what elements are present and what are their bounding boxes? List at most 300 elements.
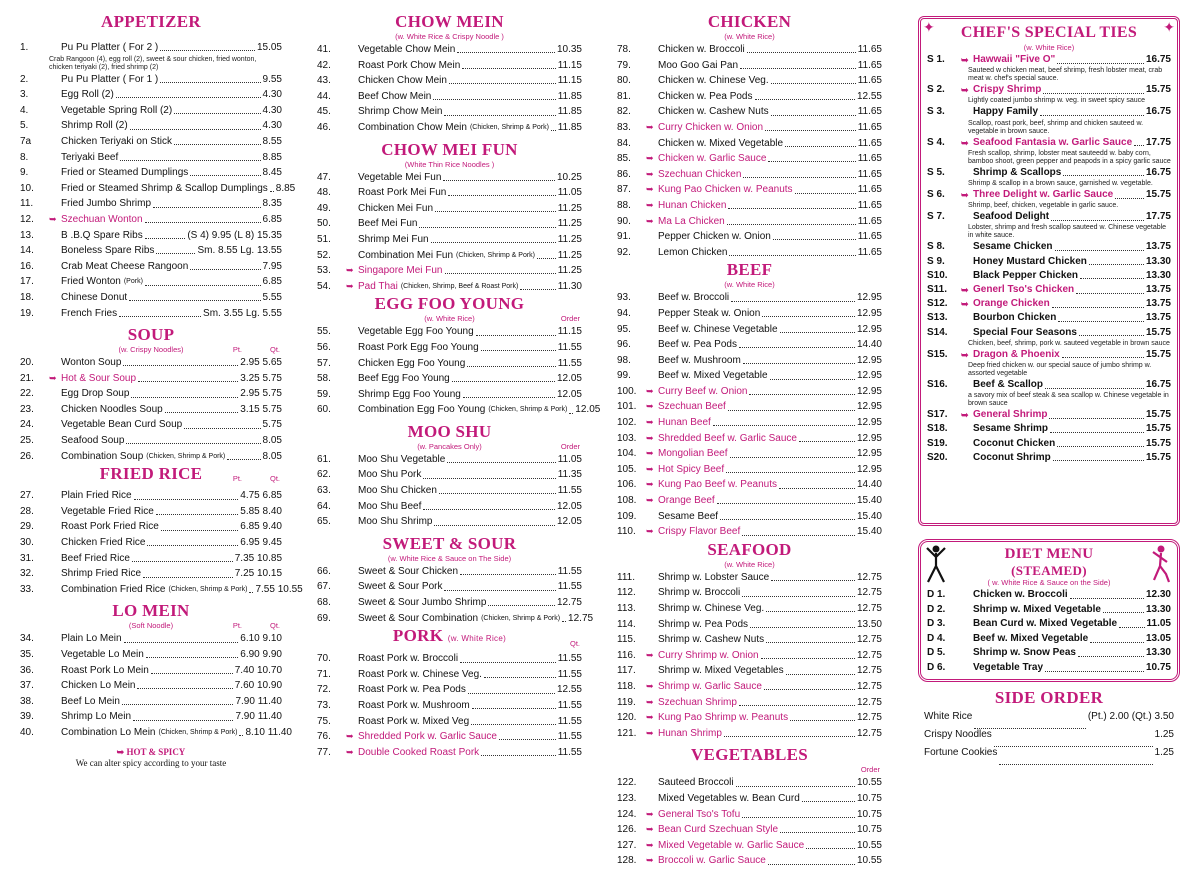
item-price: 15.05 (256, 42, 282, 53)
menu-item (20, 371, 282, 387)
pork-header (317, 626, 582, 649)
item-price: 7.95 (262, 260, 282, 272)
item-name: Combination Egg Foo Young (358, 404, 486, 416)
pork-list (317, 651, 582, 760)
item-name: Crispy Flavor Beef (658, 526, 741, 538)
item-price: (S 4) 9.95 (L 8) 15.35 (187, 229, 282, 241)
dot-leader (1045, 671, 1144, 672)
item-number: 96. (617, 339, 631, 351)
dot-leader (460, 662, 556, 663)
item-number: 13. (20, 229, 34, 241)
chili-pepper-icon: ➥ (346, 280, 354, 291)
special-item (927, 326, 1171, 340)
vegetables-title: VEGETABLES (690, 745, 808, 765)
dot-leader (116, 97, 261, 98)
item-number: 114. (617, 618, 636, 630)
chili-pepper-icon: ➥ (49, 372, 57, 383)
menu-item (617, 167, 882, 183)
chili-pepper-icon: ➥ (646, 495, 654, 506)
item-name: Curry Beef w. Onion (658, 385, 748, 397)
item-name: Chicken w. Mixed Vegetable (658, 137, 784, 149)
diet-menu-box (918, 539, 1180, 682)
chili-pepper-icon: ➥ (961, 85, 969, 96)
dot-leader (771, 115, 856, 116)
item-code: D 1. (927, 589, 946, 600)
item-name: Shrimp w. Mixed Vegetable (973, 603, 1101, 615)
item-number: 112. (617, 587, 636, 599)
item-number: 79. (617, 59, 631, 71)
dot-leader (239, 735, 243, 736)
item-price: 11.55 (557, 485, 582, 497)
item-price: 2.95 5.75 (240, 388, 282, 400)
menu-item (617, 462, 882, 478)
item-detail: (Chicken, Shrimp & Pork) (488, 406, 568, 414)
item-price: 17.75 (1145, 136, 1171, 148)
special-item (927, 105, 1171, 119)
dot-leader (160, 82, 260, 83)
item-code: S15. (927, 348, 948, 360)
item-price: 10.55 (856, 839, 882, 851)
item-price: 16.75 (1145, 379, 1171, 391)
item-price: 7.55 10.55 (255, 583, 303, 595)
item-price: 1.25 (1154, 747, 1174, 758)
menu-item (617, 648, 882, 664)
menu-item (617, 695, 882, 711)
item-number: 4. (20, 104, 29, 116)
menu-item (617, 493, 882, 509)
chili-pepper-icon: ➥ (646, 463, 654, 474)
item-name: Pu Pu Platter ( For 1 ) (61, 73, 159, 85)
dot-leader (728, 410, 855, 411)
dot-leader (749, 394, 854, 395)
item-price: 11.55 (557, 746, 582, 758)
dot-leader (126, 443, 260, 444)
menu-item (617, 104, 882, 120)
item-number: 126. (617, 824, 637, 836)
dot-leader (431, 242, 556, 243)
item-name: Egg Drop Soup (61, 388, 130, 400)
menu-item (20, 40, 282, 56)
item-name: Singapore Mei Fun (358, 265, 443, 277)
side-item (924, 744, 1174, 762)
special-item (927, 422, 1171, 436)
dot-leader (124, 642, 239, 643)
item-name: Szechuan Chicken (658, 168, 742, 180)
dot-leader (174, 113, 260, 114)
item-number: 69. (317, 612, 331, 624)
menu-item (617, 415, 882, 431)
dot-leader (484, 677, 556, 678)
menu-item (617, 570, 882, 586)
pork-title-row (317, 626, 582, 649)
item-name: Sesame Chicken (973, 241, 1053, 253)
item-price: 13.75 (1145, 284, 1171, 296)
item-number: 52. (317, 249, 331, 261)
item-price: 10.75 (856, 808, 882, 820)
item-name: Broccoli w. Garlic Sauce (658, 855, 766, 867)
dot-leader (766, 611, 855, 612)
item-price: 11.15 (557, 75, 582, 87)
menu-item (617, 58, 882, 74)
item-price: 12.75 (856, 696, 882, 708)
item-description: a savory mix of beef steak & sea scallop w. Chinese vegetable in brown sauce (968, 392, 1169, 408)
chow-mein-list (317, 42, 582, 136)
item-name: Combination Fried Rice (61, 583, 166, 595)
item-price: 15.75 (1145, 326, 1171, 338)
item-number: 78. (617, 44, 631, 55)
chili-pepper-icon: ➥ (961, 410, 969, 421)
item-price: 16.75 (1145, 106, 1171, 118)
item-name: Vegetable Spring Roll (2) (61, 104, 173, 116)
dot-leader (270, 191, 274, 192)
dot-leader (443, 180, 555, 181)
item-name: Roast Pork w. Mixed Veg (358, 715, 470, 727)
chili-pepper-icon: ➥ (646, 448, 654, 459)
item-number: 95. (617, 323, 631, 335)
dot-leader (1058, 321, 1144, 322)
chili-pepper-icon: ➥ (346, 731, 354, 742)
menu-item (617, 306, 882, 322)
menu-item (20, 259, 282, 275)
item-number: 33. (20, 583, 34, 595)
menu-item (317, 340, 582, 356)
item-price: 13.05 (1145, 632, 1171, 644)
dot-leader (764, 689, 855, 690)
item-price: 13.30 (1145, 603, 1171, 615)
dot-leader (476, 335, 556, 336)
menu-item (20, 355, 282, 371)
item-price: 2.95 5.65 (240, 357, 282, 369)
beef-list (617, 290, 882, 540)
item-name: Bean Curd w. Mixed Vegetable (973, 618, 1118, 630)
item-price: 11.65 (857, 137, 882, 149)
menu-item (317, 682, 582, 698)
item-name: Roast Pork w. Pea Pods (358, 684, 466, 696)
menu-item (317, 120, 582, 136)
item-number: 59. (317, 388, 331, 400)
item-name: Chicken Noodles Soup (61, 403, 163, 415)
item-number: 39. (20, 711, 34, 723)
item-code: S11. (927, 284, 948, 296)
item-name: Orange Beef (658, 495, 715, 507)
item-name: Pepper Steak w. Onion (658, 307, 761, 319)
item-price: 8.10 11.40 (245, 726, 292, 738)
dot-leader (802, 801, 855, 802)
item-name: Generl Tso's Chicken (973, 284, 1075, 296)
item-price: 15.40 (856, 526, 882, 538)
item-code: S 9. (927, 255, 945, 267)
dot-leader (1055, 250, 1144, 251)
item-code: D 4. (927, 632, 946, 644)
item-price: (Pt.) 2.00 (Qt.) 3.50 (1087, 711, 1174, 722)
item-price: 11.65 (857, 168, 882, 180)
soup-col-qt: Qt. (269, 345, 280, 355)
item-price: 11.55 (557, 731, 582, 743)
menu-item (20, 631, 282, 647)
dot-leader (731, 301, 855, 302)
item-price: 4.30 (262, 89, 282, 101)
lo-mein-col-pt: Pt. (232, 621, 242, 631)
chow-mein-subtitle: (w. White Rice & Crispy Noodle ) (395, 32, 504, 41)
corner-ornament-icon: ✦ (1163, 19, 1175, 35)
item-number: 35. (20, 649, 34, 660)
item-price: 13.30 (1145, 647, 1171, 659)
diet-title-2: (STEAMED) (1011, 563, 1087, 578)
item-number: 29. (20, 521, 34, 533)
dot-leader (771, 580, 855, 581)
item-name: Sweet & Sour Pork (358, 581, 443, 593)
item-price: 10.25 (556, 171, 582, 183)
item-number: 37. (20, 680, 34, 692)
item-name: Sauteed Broccoli (658, 777, 734, 789)
item-number: 71. (317, 668, 331, 680)
chili-pepper-icon: ➥ (646, 824, 654, 835)
item-price: 11.85 (557, 121, 582, 133)
dot-leader (433, 99, 555, 100)
item-name: Hot & Sour Soup (61, 372, 137, 384)
item-price: 15.75 (1145, 348, 1171, 360)
menu-item (617, 726, 882, 742)
menu-item (617, 182, 882, 198)
item-price: 8.05 (262, 435, 282, 447)
item-number: 11. (20, 198, 34, 210)
item-price: 11.65 (857, 106, 882, 118)
dot-leader (1134, 145, 1144, 146)
item-price: 12.95 (856, 463, 882, 475)
dot-leader (439, 493, 556, 494)
item-price: 12.95 (856, 323, 882, 335)
item-code: S13. (927, 312, 948, 324)
item-name: Roast Pork Mei Fun (358, 187, 447, 199)
item-price: 7.35 10.85 (234, 552, 282, 564)
dot-leader (472, 708, 556, 709)
item-name: Beef Fried Rice (61, 552, 130, 564)
menu-item (617, 42, 882, 58)
dot-leader (761, 658, 855, 659)
item-code: S 8. (927, 241, 945, 253)
chili-pepper-icon: ➥ (646, 526, 654, 537)
item-price: 12.95 (856, 354, 882, 366)
chili-pepper-icon: ➥ (646, 121, 654, 132)
item-number: 5. (20, 120, 29, 132)
dot-leader (161, 530, 238, 531)
item-number: 106. (617, 479, 637, 491)
item-price: 15.40 (856, 510, 882, 522)
item-number: 66. (317, 565, 331, 577)
dot-leader (119, 316, 201, 317)
item-number: 101. (617, 401, 637, 413)
dot-leader (156, 253, 195, 254)
beef-title: BEEF (726, 260, 773, 280)
item-number: 12. (20, 213, 34, 225)
dot-leader (742, 596, 855, 597)
item-number: 38. (20, 695, 34, 707)
item-name: Beef & Scallop (973, 379, 1044, 391)
item-number: 58. (317, 373, 331, 385)
item-price: 12.75 (856, 603, 882, 614)
chili-icon: ➥ (116, 746, 125, 757)
item-number: 41. (317, 44, 331, 55)
item-name: Double Cooked Roast Pork (358, 746, 480, 758)
dot-leader (463, 397, 555, 398)
hot-spicy-label: HOT & SPICY (126, 746, 186, 757)
item-number: 21. (20, 372, 34, 384)
item-detail: (Chicken, Shrimp & Pork) (469, 123, 549, 131)
item-number: 68. (317, 597, 331, 609)
item-number: 23. (20, 403, 34, 415)
seafood-subtitle: (w. White Rice) (724, 559, 775, 569)
menu-item (317, 73, 582, 89)
beef-subtitle: (w. White Rice) (724, 280, 775, 290)
chili-pepper-icon: ➥ (646, 215, 654, 226)
menu-item (617, 229, 882, 245)
item-name: General Tso's Tofu (658, 808, 741, 820)
item-name: Roast Pork Lo Mein (61, 664, 149, 676)
item-number: 99. (617, 370, 631, 382)
menu-item (20, 647, 282, 663)
item-number: 25. (20, 435, 34, 447)
soup-title: SOUP (127, 325, 175, 345)
item-number: 20. (20, 357, 34, 369)
item-number: 28. (20, 505, 34, 517)
chili-pepper-icon: ➥ (646, 808, 654, 819)
item-number: 55. (317, 326, 331, 338)
menu-item (20, 663, 282, 679)
item-name: Kung Pao Beef w. Peanuts (658, 479, 777, 491)
dot-leader (481, 755, 556, 756)
menu-item (317, 324, 582, 340)
item-price: 11.25 (557, 265, 582, 277)
item-price: 12.30 (1145, 589, 1171, 600)
item-price: 12.75 (856, 649, 882, 661)
item-price: 11.65 (857, 59, 882, 71)
item-number: 93. (617, 292, 631, 304)
item-price: 4.30 (262, 104, 282, 116)
side-order-list (918, 708, 1180, 762)
dot-leader (447, 462, 555, 463)
item-number: 72. (317, 684, 331, 696)
menu-item (617, 151, 882, 167)
menu-item (20, 449, 282, 465)
dot-leader (739, 347, 855, 348)
item-price: 15.75 (1145, 409, 1171, 421)
item-number: 98. (617, 354, 631, 366)
dot-leader (174, 144, 261, 145)
menu-item (317, 579, 582, 595)
item-number: 83. (617, 121, 631, 133)
item-price: 7.40 10.70 (234, 664, 282, 676)
chili-pepper-icon: ➥ (646, 839, 654, 850)
item-number: 82. (617, 106, 631, 118)
item-code: S10. (927, 269, 948, 281)
dot-leader (1090, 642, 1144, 643)
item-name: Crab Meat Cheese Rangoon (61, 260, 189, 272)
dot-leader (785, 146, 856, 147)
item-number: 110. (617, 526, 636, 538)
menu-item (20, 504, 282, 520)
special-item (927, 83, 1171, 97)
item-number: 2. (20, 73, 29, 85)
menu-item (20, 228, 282, 244)
item-code: S 2. (927, 84, 945, 96)
dot-leader (249, 592, 253, 593)
item-name: Crispy Shrimp (973, 84, 1042, 96)
menu-item (20, 678, 282, 694)
menu-item (317, 698, 582, 714)
lo-mein-subtitle-row (20, 621, 282, 631)
item-name: Crispy Noodles (924, 729, 992, 740)
item-name: Boneless Spare Ribs (61, 245, 155, 257)
item-number: 32. (20, 568, 34, 580)
item-price: 4.75 6.85 (240, 490, 282, 502)
item-number: 36. (20, 664, 34, 676)
item-price: 11.65 (857, 246, 882, 258)
item-number: 9. (20, 167, 29, 179)
menu-item (20, 181, 296, 197)
item-number: 116. (617, 649, 636, 661)
item-number: 31. (20, 552, 34, 564)
vegetables-col-order: Order (860, 765, 880, 775)
menu-item (617, 73, 882, 89)
item-name: Seafood Delight (973, 211, 1050, 223)
menu-item (317, 499, 582, 515)
item-price: 3.15 5.75 (240, 403, 282, 415)
item-detail: (Chicken, Shrimp & Pork) (158, 728, 238, 736)
item-price: 8.45 (262, 167, 282, 179)
dot-leader (1119, 627, 1144, 628)
item-code: S 7. (927, 211, 945, 223)
item-number: 76. (317, 731, 331, 743)
item-price: 13.30 (1145, 255, 1171, 267)
egg-foo-young-subtitle-row (317, 314, 582, 324)
dot-leader (755, 99, 855, 100)
dot-leader (1063, 175, 1144, 176)
item-number: 47. (317, 171, 331, 183)
chili-pepper-icon: ➥ (961, 190, 969, 201)
chili-pepper-icon: ➥ (346, 265, 354, 276)
dot-leader (736, 786, 855, 787)
dot-leader (434, 525, 554, 526)
item-name: Chinese Donut (61, 291, 128, 303)
item-price: 8.05 (262, 450, 282, 462)
chili-pepper-icon: ➥ (646, 696, 654, 707)
item-name: White Rice (924, 711, 973, 722)
item-number: 109. (617, 510, 637, 522)
menu-item (617, 245, 882, 261)
menu-item (20, 709, 282, 725)
item-price: 15.40 (856, 495, 882, 507)
item-name: Curry Chicken w. Onion (658, 121, 764, 133)
item-name: Hot Spicy Beef (658, 463, 725, 475)
dot-leader (1079, 335, 1144, 336)
item-price: 12.95 (856, 385, 882, 397)
menu-item (617, 822, 882, 838)
chili-pepper-icon: ➥ (646, 855, 654, 866)
menu-item (317, 263, 582, 279)
item-price: 13.75 (1145, 312, 1171, 324)
item-number: 17. (20, 276, 34, 288)
side-item (924, 726, 1174, 744)
item-price: 11.55 (557, 653, 582, 665)
item-name: Chicken Lo Mein (61, 680, 136, 692)
item-price: 10.55 (856, 855, 882, 867)
item-name: Vegetable Lo Mein (61, 649, 144, 660)
item-name: Egg Roll (2) (61, 89, 114, 101)
dot-leader (747, 52, 856, 53)
moo-shu-subtitle: (w. Pancakes Only) (417, 441, 482, 451)
soup-subtitle-row (20, 345, 282, 355)
item-name: Moo Shu Vegetable (358, 453, 446, 465)
